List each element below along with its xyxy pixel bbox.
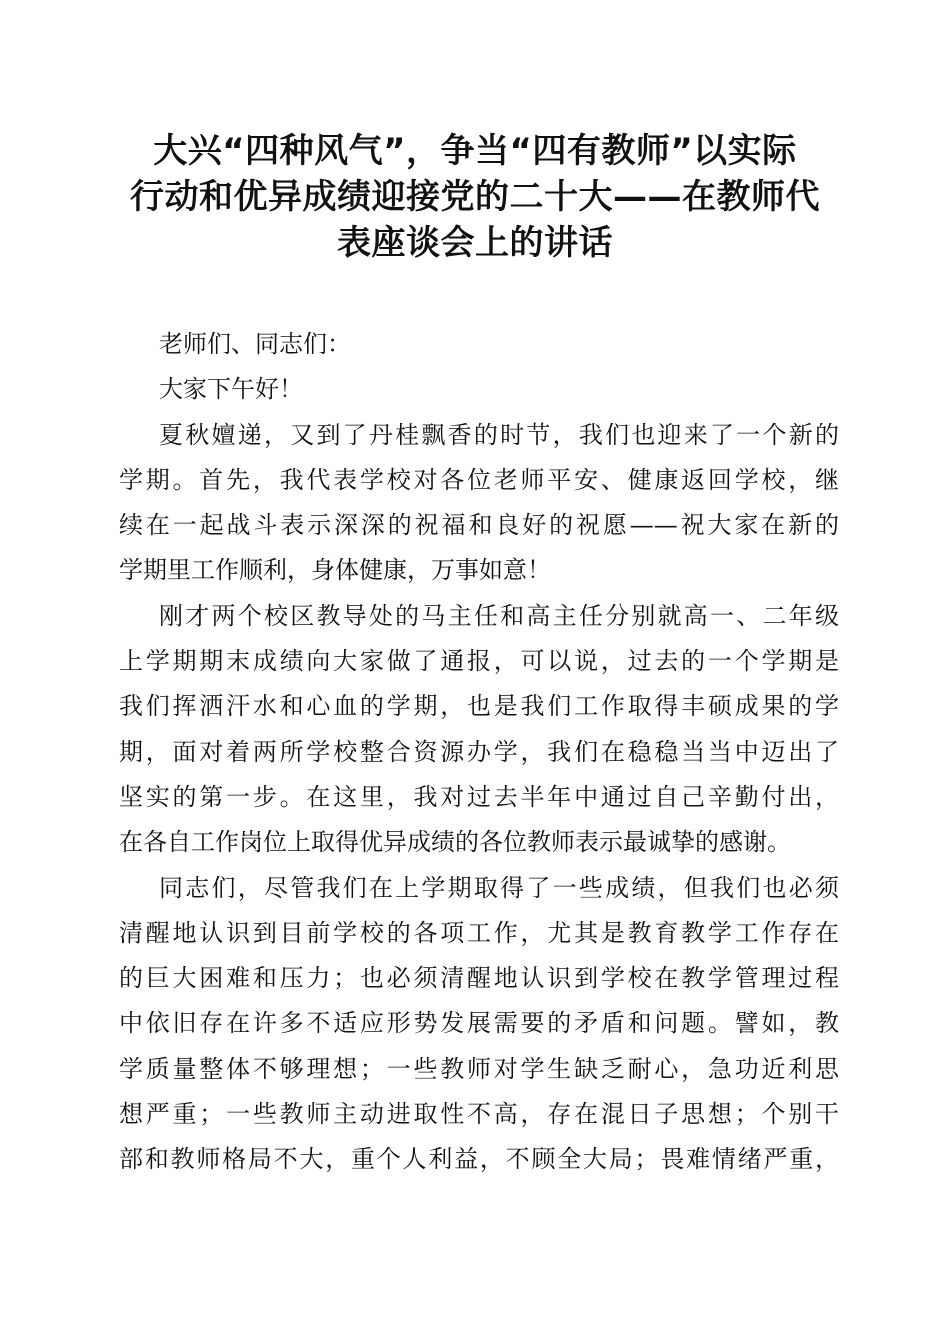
- paragraph-line: 期，面对着两所学校整合资源办学，我们在稳稳当当中迈出了: [119, 737, 839, 766]
- paragraph-line: 想严重；一些教师主动进取性不高，存在混日子思想；个别干: [119, 1100, 839, 1129]
- paragraph-line: 夏秋嬗递，又到了丹桂飘香的时节，我们也迎来了一个新的: [159, 420, 839, 449]
- title-line: 行动和优异成绩迎接党的二十大——在教师代: [130, 177, 820, 217]
- paragraph-line: 部和教师格局不大，重个人利益，不顾全大局；畏难情绪严重，: [119, 1145, 839, 1174]
- paragraph-line: 同志们，尽管我们在上学期取得了一些成绩，但我们也必须: [159, 873, 839, 902]
- paragraph-line: 上学期期末成绩向大家做了通报，可以说，过去的一个学期是: [119, 647, 839, 676]
- paragraph-line: 我们挥洒汗水和心血的学期，也是我们工作取得丰硕成果的学: [119, 692, 839, 721]
- paragraph-line: 学期。首先，我代表学校对各位老师平安、健康返回学校，继: [119, 465, 839, 494]
- paragraph-line: 在各自工作岗位上取得优异成绩的各位教师表示最诚挚的感谢。: [119, 828, 791, 857]
- paragraph-line: 学期里工作顺利，身体健康，万事如意！: [119, 556, 551, 585]
- salutation: 大家下午好！: [159, 375, 303, 404]
- title-line: 大兴“四种风气”，争当“四有教师”以实际: [153, 131, 797, 171]
- paragraph-line: 的巨大困难和压力；也必须清醒地认识到学校在教学管理过程: [119, 964, 839, 993]
- document-title: [110, 128, 840, 266]
- paragraph-line: 学质量整体不够理想；一些教师对学生缺乏耐心，急功近利思: [119, 1054, 839, 1083]
- document-body: [119, 322, 839, 1183]
- paragraph-line: 刚才两个校区教导处的马主任和高主任分别就高一、二年级: [159, 601, 839, 630]
- paragraph-line: 坚实的第一步。在这里，我对过去半年中通过自己辛勤付出，: [119, 782, 839, 811]
- paragraph-line: 续在一起战斗表示深深的祝福和良好的祝愿——祝大家在新的: [119, 511, 839, 540]
- paragraph-line: 中依旧存在许多不适应形势发展需要的矛盾和问题。譬如，教: [119, 1009, 839, 1038]
- title-line: 表座谈会上的讲话: [337, 223, 613, 263]
- greeting: 老师们、同志们：: [159, 330, 351, 358]
- paragraph-line: 清醒地认识到目前学校的各项工作，尤其是教育教学工作存在: [119, 918, 839, 947]
